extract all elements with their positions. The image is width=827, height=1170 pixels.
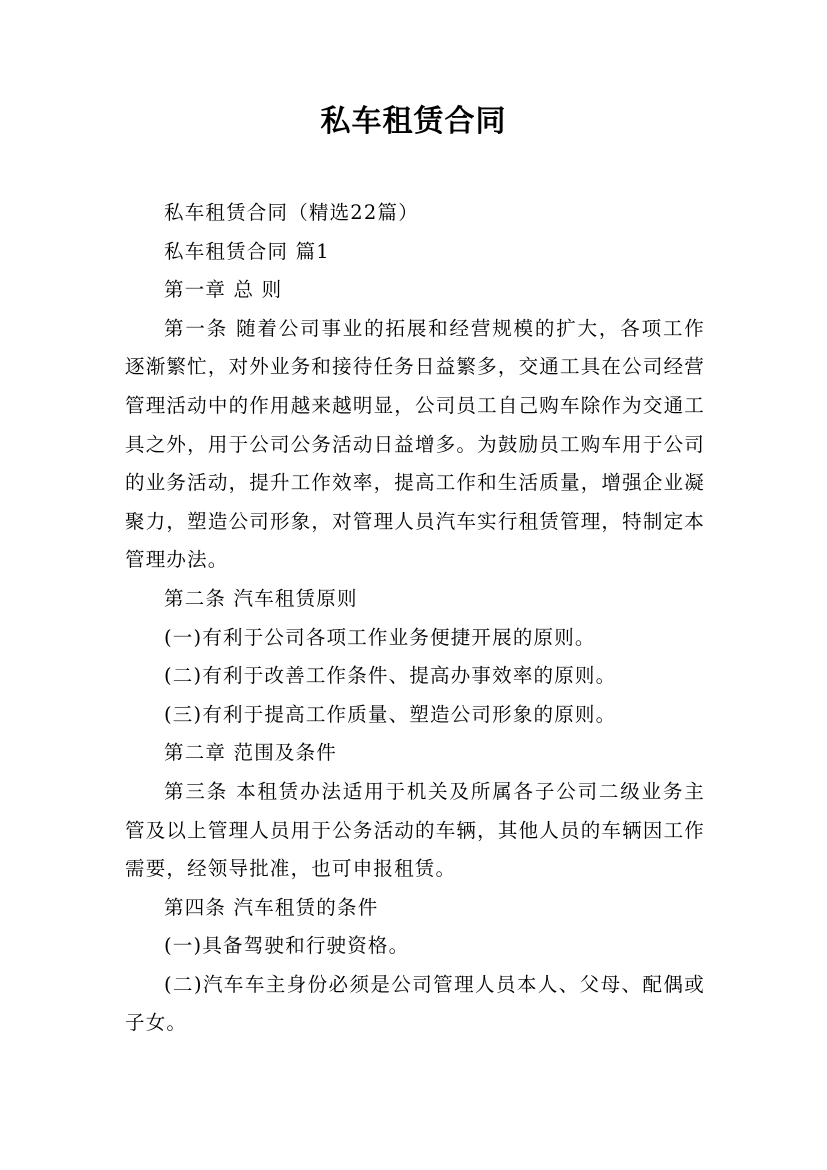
paragraph-principle-2: (二)有利于改善工作条件、提高办事效率的原则。: [164, 664, 617, 688]
paragraph-article-4: 第四条 汽车租赁的条件: [164, 895, 379, 919]
paragraph-chapter-2: 第二章 范围及条件: [164, 741, 337, 765]
paragraph-principle-1: (一)有利于公司各项工作业务便捷开展的原则。: [164, 625, 596, 649]
document-title: 私车租赁合同: [320, 104, 507, 139]
paragraph-condition-1: (一)具备驾驶和行驶资格。: [164, 934, 410, 958]
paragraph-article-2: 第二条 汽车租赁原则: [164, 586, 358, 610]
paragraph-condition-2: (二)汽车车主身份必须是公司管理人员本人、父母、配偶或子女。: [125, 972, 705, 1035]
paragraph-subtitle: 私车租赁合同（精选22篇）: [164, 201, 419, 224]
paragraph-article-1: 第一条 随着公司事业的拓展和经营规模的扩大，各项工作逐渐繁忙，对外业务和接待任务日益繁多，交通工具在公司经营管理活动中的作用越来越明显，公司员工自己购车除作为交通工具之外，用于公司公务活动日益增多。为鼓励员工购车用于公司的业务活动，提升工作效率，提高工作和生活质量，增强企业凝聚力，塑造公司形象，对管理人员汽车实行租赁管理，特制定本管理办法。: [125, 316, 705, 572]
paragraph-section-heading: 私车租赁合同 篇1: [164, 239, 330, 263]
paragraph-article-3: 第三条 本租赁办法适用于机关及所属各子公司二级业务主管及以上管理人员用于公务活动的车辆，其他人员的车辆因工作需要，经领导批准，也可申报租赁。: [125, 779, 705, 881]
paragraph-principle-3: (三)有利于提高工作质量、塑造公司形象的原则。: [164, 702, 617, 726]
document-body: [125, 194, 705, 1043]
paragraph-chapter-1: 第一章 总 则: [164, 278, 283, 302]
